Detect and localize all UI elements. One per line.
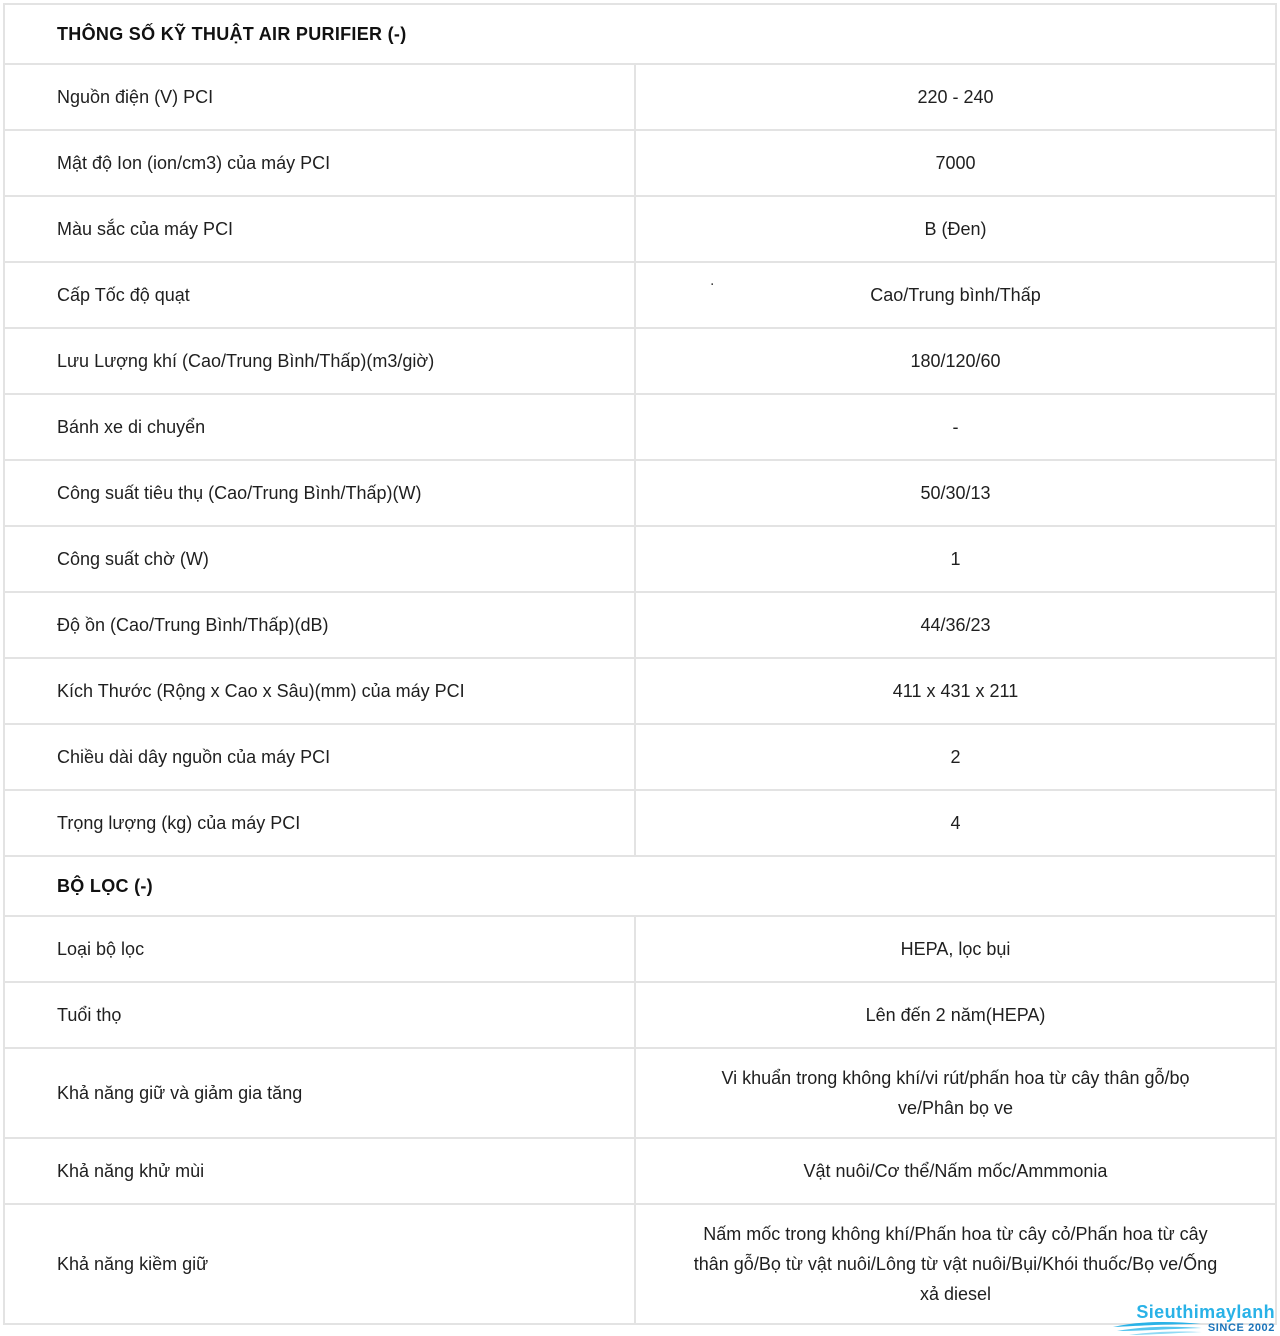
spec-value: 44/36/23 (920, 615, 991, 635)
spec-rows-section2 (5, 917, 1275, 1323)
spec-value: 4 (950, 813, 961, 833)
spec-row (5, 659, 1275, 725)
spec-row (5, 395, 1275, 461)
spec-value: HEPA, lọc bụi (900, 939, 1011, 959)
spec-label: Tuổi thọ (5, 983, 636, 1047)
spec-label: Bánh xe di chuyển (5, 395, 636, 459)
spec-value: Vật nuôi/Cơ thể/Nấm mốc/Ammmonia (803, 1161, 1108, 1181)
spec-value: 2 (950, 747, 961, 767)
spec-label: Cấp Tốc độ quạt (5, 263, 636, 327)
spec-label: Lưu Lượng khí (Cao/Trung Bình/Thấp)(m3/giờ) (5, 329, 636, 393)
spec-value: - (952, 417, 959, 437)
spec-row (5, 725, 1275, 791)
stray-dot-artifact: . (710, 272, 715, 289)
spec-table (3, 3, 1277, 1325)
logo-wordmark: Sieuthimaylanh (1136, 1302, 1275, 1322)
spec-value: B (Đen) (924, 219, 987, 239)
spec-row (5, 983, 1275, 1049)
spec-row (5, 527, 1275, 593)
spec-row (5, 461, 1275, 527)
logo-since-text: SINCE 2002 (1207, 1322, 1275, 1334)
spec-label: Khả năng kiềm giữ (5, 1205, 636, 1323)
sieuthimaylanh-logo (1111, 1303, 1275, 1335)
spec-label: Trọng lượng (kg) của máy PCI (5, 791, 636, 855)
spec-row (5, 791, 1275, 857)
spec-row (5, 197, 1275, 263)
spec-label: Khả năng giữ và giảm gia tăng (5, 1049, 636, 1137)
section-header-filter (5, 857, 1275, 917)
spec-value: Nấm mốc trong không khí/Phấn hoa từ cây cỏ/Phấn hoa từ cây thân gỗ/Bọ từ vật nuôi/Lông từ vật nuôi/Bụi/Khói thuốc/Bọ ve/Ống xả diesel (693, 1224, 1218, 1304)
section-title: BỘ LỌC (-) (57, 875, 153, 896)
spec-label: Độ ồn (Cao/Trung Bình/Thấp)(dB) (5, 593, 636, 657)
spec-label: Màu sắc của máy PCI (5, 197, 636, 261)
wave-swoosh-icon (1111, 1322, 1203, 1335)
spec-row (5, 131, 1275, 197)
spec-label: Mật độ Ion (ion/cm3) của máy PCI (5, 131, 636, 195)
spec-value: 180/120/60 (910, 351, 1001, 371)
logo-bottom-row (1111, 1322, 1275, 1335)
spec-value: 220 - 240 (917, 87, 994, 107)
spec-value: 50/30/13 (920, 483, 991, 503)
spec-value: 411 x 431 x 211 (892, 681, 1019, 701)
spec-label: Nguồn điện (V) PCI (5, 65, 636, 129)
spec-label: Công suất chờ (W) (5, 527, 636, 591)
spec-row (5, 1049, 1275, 1139)
spec-label: Kích Thước (Rộng x Cao x Sâu)(mm) của máy PCI (5, 659, 636, 723)
spec-value: Lên đến 2 năm(HEPA) (865, 1005, 1046, 1025)
spec-row (5, 593, 1275, 659)
spec-label: Công suất tiêu thụ (Cao/Trung Bình/Thấp)(W) (5, 461, 636, 525)
spec-row (5, 329, 1275, 395)
spec-value: 7000 (935, 153, 976, 173)
spec-row (5, 263, 1275, 329)
spec-label: Loại bộ lọc (5, 917, 636, 981)
section-header-specs (5, 5, 1275, 65)
spec-value: Cao/Trung bình/Thấp (870, 285, 1041, 305)
section-title: THÔNG SỐ KỸ THUẬT AIR PURIFIER (-) (57, 23, 407, 44)
spec-label: Chiều dài dây nguồn của máy PCI (5, 725, 636, 789)
spec-rows-section1 (5, 65, 1275, 857)
spec-row (5, 917, 1275, 983)
spec-row (5, 1205, 1275, 1323)
spec-label: Khả năng khử mùi (5, 1139, 636, 1203)
spec-row (5, 1139, 1275, 1205)
spec-value: 1 (950, 549, 961, 569)
spec-row (5, 65, 1275, 131)
spec-value: Vi khuẩn trong không khí/vi rút/phấn hoa từ cây thân gỗ/bọ ve/Phân bọ ve (721, 1068, 1190, 1118)
